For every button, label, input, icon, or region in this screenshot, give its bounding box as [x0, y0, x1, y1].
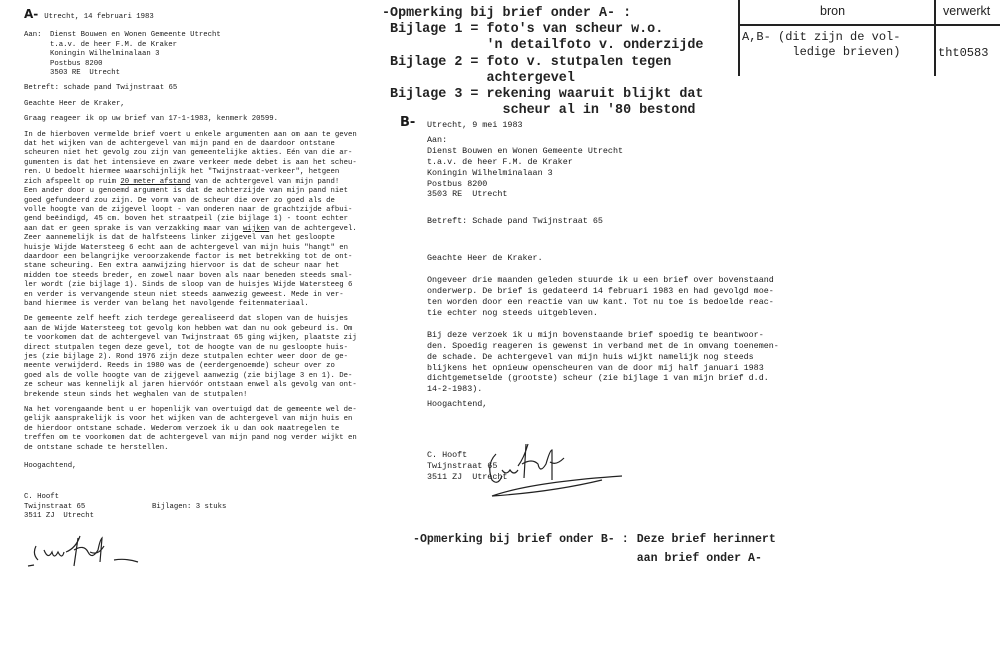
- text-line: ten worden door een reactie van uw kant. Tot nu toe is bedoelde reac-: [427, 296, 774, 307]
- letter-b-marker: B-: [400, 115, 416, 130]
- table-header-bron: bron: [820, 4, 846, 18]
- letter-b-subject: Betreft: Schade pand Twijnstraat 65: [427, 216, 603, 227]
- letter-b-sender-street: Twijnstraat 65: [427, 461, 498, 472]
- remark-a-line: Bijlage 2 = foto v. stutpalen tegen: [382, 54, 672, 70]
- text-line: de schade. De achtergevel van mijn huis wijkt namelijk nog steeds: [427, 351, 754, 362]
- text-line: aan de Wijde Watersteeg tot gevolg kon hebben wat dan nu ook gebeurd is. Om: [24, 324, 353, 333]
- text-line: ren. U bedoelt hiermee waarschijnlijk het "Twijnstraat-verkeer", hetgeen: [24, 168, 340, 177]
- text-line: De gemeente zelf heeft zich terdege gerealiseerd dat slopen van de huisjes: [24, 315, 349, 324]
- letter-a-to-label: Aan:: [24, 31, 42, 40]
- text-line: stane scheuring. Een extra aanwijzing hiervoor is dat de scheur naar het: [24, 262, 340, 271]
- remark-a-line: 'n detailfoto v. onderzijde: [382, 38, 704, 54]
- remark-a: [382, 6, 732, 119]
- signature-b-icon: [476, 440, 646, 502]
- remark-b-title: -Opmerking bij brief onder B- :: [413, 533, 629, 546]
- remark-b-line: Deze brief herinnert: [636, 533, 776, 546]
- letter-a-date: Utrecht, 14 februari 1983: [44, 13, 154, 21]
- table-divider: [934, 0, 936, 76]
- letter-a: [24, 7, 394, 522]
- text-line: Bij deze verzoek ik u mijn bovenstaande brief spoedig te beantwoor-: [427, 329, 764, 340]
- letter-a-recipient: [24, 31, 394, 78]
- text-line: direct stutpalen tegen deze gevel, tot de hoogte van de nu gesloopte huis-: [24, 343, 349, 352]
- text-line: dat het wijken van de achtergevel van mijn pand en de daardoor ontstane: [24, 140, 335, 149]
- remark-a-title: -Opmerking bij brief onder A- :: [382, 6, 632, 21]
- letter-a-header: [24, 7, 394, 22]
- letter-b-date: Utrecht, 9 mei 1983: [427, 120, 523, 130]
- letter-a-signature-name: C. Hooft: [24, 493, 60, 502]
- text-line: en verder is vervangende steun niet steeds aanwezig geweest. Mede in ver-: [24, 290, 344, 299]
- text-line: 14-2-1983).: [427, 384, 483, 395]
- text-line: de ontstane schade te herstellen.: [24, 443, 169, 452]
- text-line: aan dat er geen sprake is van verzakking maar van wijken van de achtergevel.: [24, 224, 357, 233]
- signature-a-icon: [22, 532, 172, 568]
- address-line: t.a.v. de heer F.M. de Kraker: [50, 40, 177, 49]
- letter-a-subject: Betreft: schade pand Twijnstraat 65: [24, 84, 178, 93]
- text-line: ze scheur was kennelijk al jaren hiervóór ontstaan enwel als gevolg van ont-: [24, 381, 357, 390]
- letter-a-marker: A-: [24, 7, 39, 21]
- text-line: te voorkomen dat de achtergevel van Twijnstraat 65 ging wijken, plaatste zij: [24, 334, 357, 343]
- address-line: Postbus 8200: [50, 59, 103, 68]
- table-cell-bron: ledige brieven): [742, 45, 901, 59]
- table-divider: [738, 0, 740, 76]
- table-cell-verwerkt: tht0583: [938, 46, 989, 60]
- letter-a-sender-city: 3511 ZJ Utrecht: [24, 512, 95, 521]
- letter-a-closing: Hoogachtend,: [24, 462, 77, 471]
- table-cell-bron: A,B- (dit zijn de vol-: [742, 30, 901, 44]
- letter-a-enclosures: Bijlagen: 3 stuks: [152, 502, 227, 511]
- address-line: 3503 RE Utrecht: [427, 189, 508, 200]
- text-line: meente verwijderd. Reeds in 1980 was de (eerdergenoemde) scheur over zo: [24, 362, 335, 371]
- source-table: [738, 0, 1000, 76]
- letter-b-closing: Hoogachtend,: [427, 399, 488, 410]
- text-line: scheuren niet het gevolg zou zijn van gemeentelijke akties. Eén van die ar-: [24, 149, 353, 158]
- address-line: 3503 RE Utrecht: [50, 69, 121, 78]
- letter-b-to-label: Aan:: [427, 134, 448, 145]
- text-line: Een ander door u genoemd argument is dat de achterzijde van mijn pand niet: [24, 187, 349, 196]
- text-line: goed als de volle hoogte van de zijgevel aanwezig (zie bijlage 3 en 1). De-: [24, 371, 353, 380]
- text-line: daardoor een belangrijke veroorzakende factor is met betrekking tot de ont-: [24, 252, 353, 261]
- text-line: midden toe steeds breder, en zowel naar boven als naar beneden steeds smal-: [24, 271, 353, 280]
- text-line: treffen om te voorkomen dat de achtergevel van mijn pand nog verder wijkt en: [24, 434, 357, 443]
- text-line: gumenten is dat het intensieve en zware verkeer mede debet is aan het scheu-: [24, 158, 357, 167]
- text-line: gend beëindigd, 45 cm. boven het straatpeil (zie bijlage 1) - toont echter: [24, 215, 349, 224]
- text-line: den. Spoedig reageren is gewenst in verband met de in omvang toenemen-: [427, 340, 779, 351]
- letter-a-intro: Graag reageer ik op uw brief van 17-1-1983, kenmerk 20599.: [24, 115, 278, 124]
- text-line: jes (zie bijlage 2). Rond 1976 zijn deze stutpalen echter weer door de ge-: [24, 353, 349, 361]
- letter-b: [400, 115, 779, 483]
- letter-a-paragraph-2: [24, 315, 394, 400]
- table-header-verwerkt: verwerkt: [943, 4, 991, 18]
- text-line: brekende steun sinds het weghalen van de stutpalen!: [24, 390, 248, 399]
- address-line: Dienst Bouwen en Wonen Gemeente Utrecht: [427, 145, 624, 156]
- text-line: In de hierboven vermelde brief voert u enkele argumenten aan om aan te geven: [24, 130, 357, 139]
- text-line: Ongeveer drie maanden geleden stuurde ik u een brief over bovenstaand: [427, 275, 774, 286]
- letter-b-sender-city: 3511 ZJ Utrecht: [427, 471, 508, 482]
- text-line: Zeer aannemelijk is dat de halfsteens linker zijgevel van het gesloopte: [24, 234, 335, 243]
- address-line: Dienst Bouwen en Wonen Gemeente Utrecht: [50, 31, 221, 40]
- text-line: volle hoogte van de zijgevel loopt - van onderen naar de grachtzijde afbui-: [24, 205, 353, 214]
- remark-b-line: aan brief onder A-: [636, 552, 762, 565]
- letter-a-salutation: Geachte Heer de Kraker,: [24, 99, 125, 108]
- letter-b-signature-name: C. Hooft: [427, 450, 468, 461]
- emphasis: 20 meter afstand: [120, 177, 191, 186]
- remark-a-line: Bijlage 1 = foto's van scheur w.o.: [382, 22, 664, 38]
- text-line: goed gefundeerd zou zijn. De vorm van de scheur die over zo goed als de: [24, 196, 335, 205]
- address-line: t.a.v. de heer F.M. de Kraker: [427, 156, 573, 167]
- letter-a-sender-street: Twijnstraat 65: [24, 502, 86, 511]
- address-line: Koningin Wilhelminalaan 3: [427, 167, 553, 178]
- text-line: de hierdoor ontstane schade. Wederom verzoek ik u dan ook maatregelen te: [24, 424, 340, 433]
- text-line: Na het vorengaande bent u er hopenlijk van overtuigd dat de gemeente wel de-: [24, 406, 357, 415]
- emphasis: wijken: [242, 224, 270, 233]
- address-line: Postbus 8200: [427, 178, 488, 189]
- text-line: zich afspeelt op ruim 20 meter afstand van de achtergevel van mijn pand!: [24, 177, 340, 186]
- letter-a-paragraph-3: [24, 406, 394, 453]
- letter-b-salutation: Geachte Heer de Kraker.: [427, 253, 543, 264]
- text-line: band hiermee is verder van belang het navolgende feitenmateriaal.: [24, 299, 309, 308]
- text-line: onderwerp. De brief is gedateerd 14 februari 1983 en had gevolgd moe-: [427, 286, 774, 297]
- text-line: tie echter nog steeds uitgebleven.: [427, 307, 598, 318]
- address-line: Koningin Wilhelminalaan 3: [50, 50, 160, 59]
- text-line: gelijk aansprakelijk is voor het wijken van de achtergevel van mijn huis en: [24, 415, 353, 424]
- text-line: ler wordt (zie bijlage 1). Sinds de sloop van de huisjes Wijde Watersteeg 6: [24, 281, 353, 290]
- letter-a-paragraph-1: [24, 131, 394, 310]
- text-line: huisje Wijde Watersteeg 6 echt aan de achtergevel van mijn huis "hangt" en: [24, 243, 349, 252]
- text-line: blijkens het opnieuw openscheuren van de door mij half januari 1983: [427, 362, 764, 373]
- remark-b: [413, 530, 893, 568]
- remark-a-line: scheur al in '80 bestond: [382, 103, 696, 119]
- remark-a-line: Bijlage 3 = rekening waaruit blijkt dat: [382, 87, 704, 103]
- remark-a-line: achtergevel: [382, 70, 575, 86]
- text-line: dichtgemetselde (grootste) scheur (zie bijlage 1 van mijn brief d.d.: [427, 373, 769, 384]
